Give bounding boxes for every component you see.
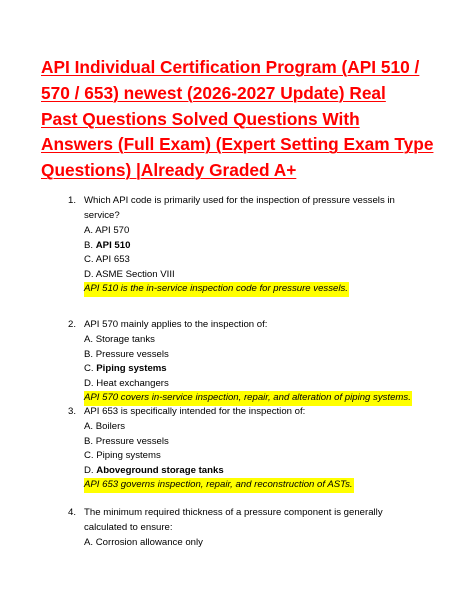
option-d [84, 377, 412, 392]
option-letter: A. [84, 334, 94, 345]
option-letter: B. [84, 239, 94, 251]
option-text: API 653 [95, 254, 130, 266]
options-list [84, 333, 412, 406]
option-letter: C. [84, 254, 94, 266]
answer-explanation: API 510 is the in-service inspection code for pressure vessels. [84, 282, 349, 297]
question-text-line: API 570 mainly applies to the inspection of: [84, 319, 268, 330]
option-text: Pressure vessels [95, 348, 169, 360]
option-letter: C. [84, 363, 94, 375]
option-b [84, 239, 349, 254]
option-text: Storage tanks [95, 334, 155, 345]
option-text: Pressure vessels [95, 435, 169, 447]
question-number: 4. [68, 507, 77, 518]
question-text-line: Which API code is primarily used for the inspection of pressure vessels in [84, 195, 395, 206]
option-c [84, 449, 354, 464]
option-letter: B. [84, 435, 94, 447]
correct-option-text: API 510 [95, 239, 131, 251]
options-list [84, 536, 203, 551]
option-a [84, 333, 412, 348]
question-text [84, 405, 414, 420]
option-letter: D. [84, 464, 94, 476]
question-number: 3. [68, 406, 77, 417]
option-text: Corrosion allowance only [95, 537, 203, 548]
title-line: API Individual Certification Program (API 510 / [41, 57, 420, 77]
question-text-line: The minimum required thickness of a pressure component is generally [84, 507, 383, 518]
options-list [84, 420, 354, 493]
option-text: ASME Section VIII [95, 268, 175, 280]
title-line: 570 / 653) newest (2026-2027 Update) Real [41, 82, 386, 103]
option-d [84, 464, 354, 479]
option-a [84, 420, 354, 435]
option-letter: D. [84, 268, 94, 280]
option-letter: C. [84, 450, 94, 462]
question-text [84, 318, 414, 333]
option-c [84, 253, 349, 268]
option-text: API 570 [95, 225, 130, 236]
option-letter: B. [84, 348, 94, 360]
option-letter: D. [84, 377, 94, 389]
option-b [84, 348, 412, 363]
title-line: Questions) |Already Graded A+ [41, 160, 297, 181]
option-a [84, 536, 203, 551]
option-letter: A. [84, 537, 94, 548]
correct-option-text: Aboveground storage tanks [96, 464, 224, 476]
title-line: Answers (Full Exam) (Expert Setting Exam Type [41, 134, 434, 155]
option-c [84, 362, 412, 377]
correct-option-text: Piping systems [96, 363, 167, 375]
option-letter: A. [84, 225, 94, 236]
option-d [84, 268, 349, 283]
question-text-line: calculated to ensure: [84, 521, 173, 533]
title-line: Past Questions Solved Questions With [41, 108, 360, 129]
option-a [84, 224, 349, 239]
option-text: Heat exchangers [96, 377, 169, 389]
answer-explanation: API 570 covers in-service inspection, repair, and alteration of piping systems. [84, 391, 412, 406]
question-text [84, 506, 414, 535]
question-number: 1. [68, 195, 77, 206]
option-text: Piping systems [96, 450, 161, 462]
answer-explanation: API 653 governs inspection, repair, and reconstruction of ASTs. [84, 478, 354, 493]
question-text [84, 194, 414, 223]
question-text-line: service? [84, 209, 120, 221]
question-text-line: API 653 is specifically intended for the inspection of: [84, 406, 306, 417]
option-text: Boilers [95, 421, 126, 432]
option-b [84, 435, 354, 450]
option-letter: A. [84, 421, 94, 432]
document-title [41, 55, 441, 184]
question-number: 2. [68, 319, 77, 330]
options-list [84, 224, 349, 297]
